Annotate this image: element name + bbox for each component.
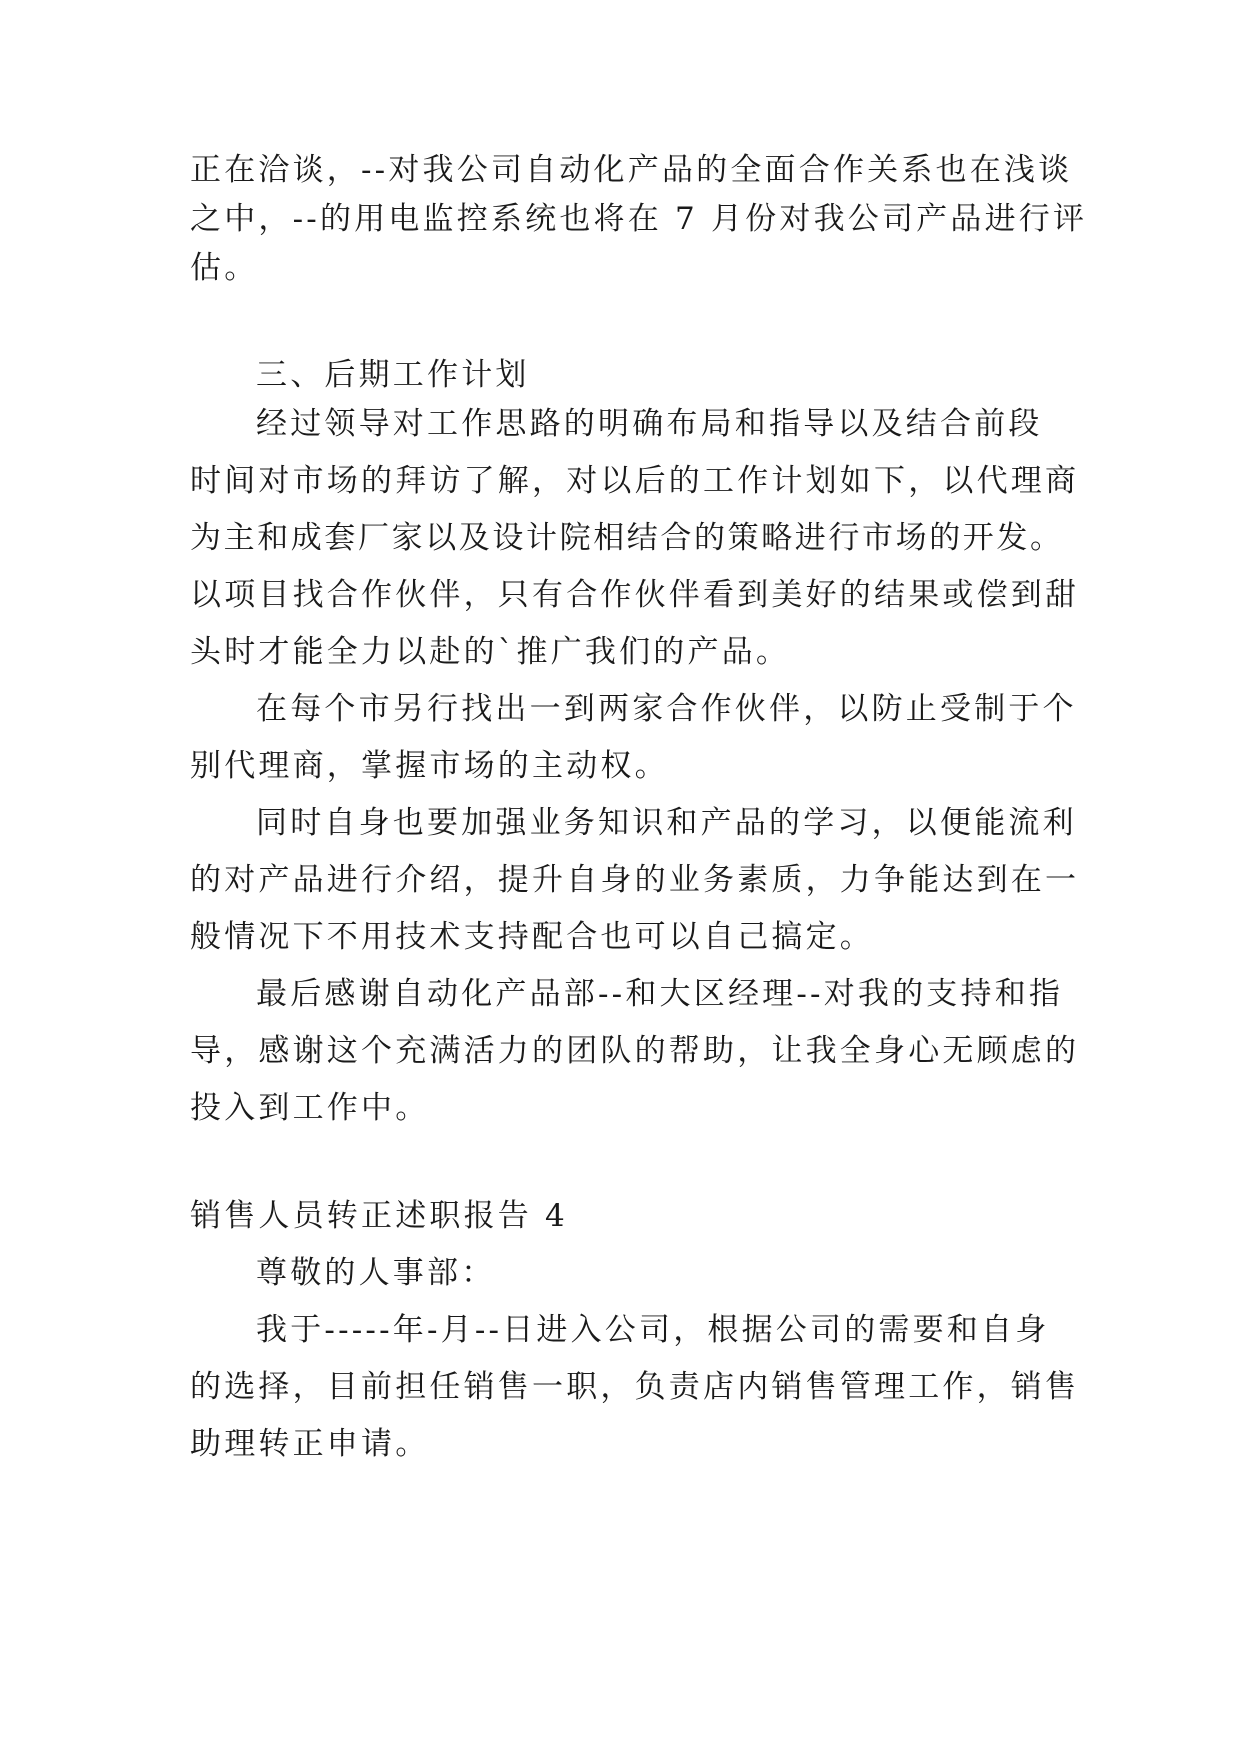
paragraph-line: 别代理商，掌握市场的主动权。 <box>190 748 669 784</box>
paragraph-line: 正在洽谈，--对我公司自动化产品的全面合作关系也在浅谈 <box>190 152 1073 188</box>
paragraph-line: 以项目找合作伙伴，只有合作伙伴看到美好的结果或偿到甜 <box>190 577 1080 613</box>
paragraph-line: 般情况下不用技术支持配合也可以自己搞定。 <box>190 919 874 955</box>
paragraph-line: 助理转正申请。 <box>190 1426 430 1462</box>
paragraph-line: 时间对市场的拜访了解，对以后的工作计划如下，以代理商 <box>190 463 1080 499</box>
paragraph-line: 经过领导对工作思路的明确布局和指导以及结合前段 <box>256 406 1043 442</box>
paragraph-line: 的对产品进行介绍，提升自身的业务素质，力争能达到在一 <box>190 862 1080 898</box>
paragraph-line: 之中，--的用电监控系统也将在 7 月份对我公司产品进行评 <box>190 201 1088 237</box>
paragraph-line: 的选择，目前担任销售一职，负责店内销售管理工作，销售 <box>190 1369 1080 1405</box>
paragraph-line: 导，感谢这个充满活力的团队的帮助，让我全身心无顾虑的 <box>190 1033 1080 1069</box>
paragraph-line: 同时自身也要加强业务知识和产品的学习，以便能流利 <box>256 805 1077 841</box>
paragraph-line: 头时才能全力以赴的`推广我们的产品。 <box>190 634 791 670</box>
salutation: 尊敬的人事部： <box>256 1255 496 1291</box>
paragraph-line: 在每个市另行找出一到两家合作伙伴，以防止受制于个 <box>256 691 1077 727</box>
paragraph-line: 我于-----年-月--日进入公司，根据公司的需要和自身 <box>256 1312 1050 1348</box>
document-title: 销售人员转正述职报告 4 <box>190 1198 568 1234</box>
paragraph-line: 最后感谢自动化产品部--和大区经理--对我的支持和指 <box>256 976 1064 1012</box>
section-heading: 三、后期工作计划 <box>256 357 530 393</box>
paragraph-line: 为主和成套厂家以及设计院相结合的策略进行市场的开发。 <box>190 520 1064 556</box>
paragraph-line: 投入到工作中。 <box>190 1090 430 1126</box>
paragraph-line: 估。 <box>190 250 259 286</box>
